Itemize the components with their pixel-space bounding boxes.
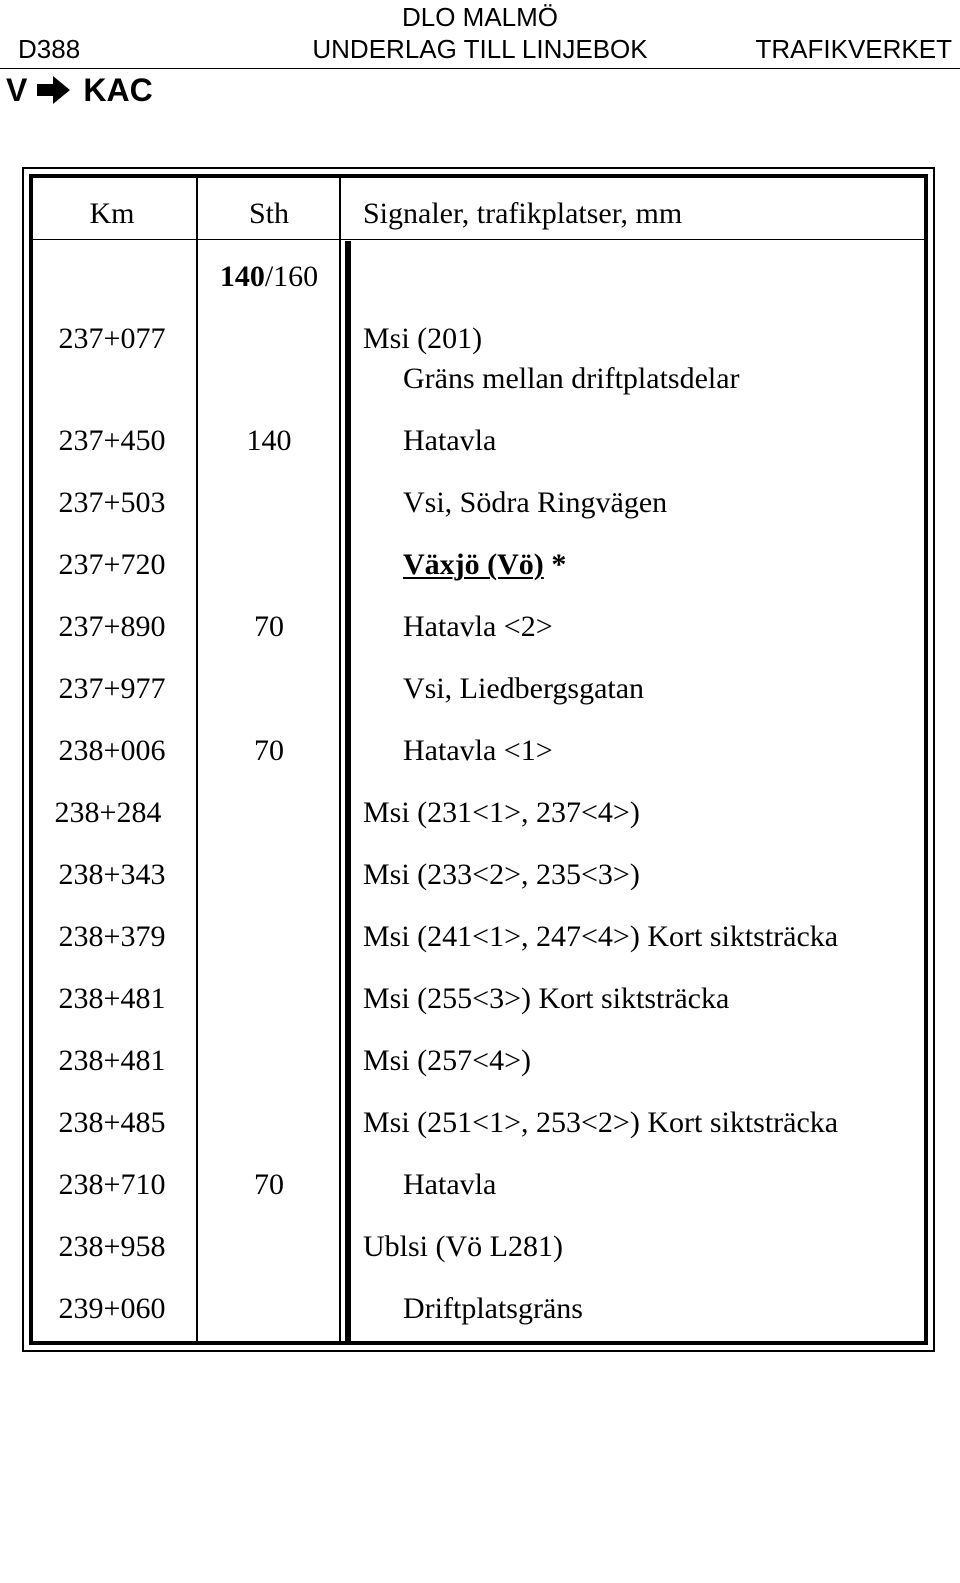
track-bar (345, 241, 351, 1341)
table-row-signal: Driftplatsgräns (403, 1292, 583, 1325)
table-row-signal: Vsi, Liedbergsgatan (403, 672, 645, 705)
table-row-km: 238+284 (54, 796, 162, 829)
table-row-km: 237+890 (58, 610, 166, 643)
table-row-signal: Msi (251<1>, 253<2>) Kort siktsträcka (363, 1106, 839, 1139)
column-divider-sth (339, 178, 341, 1341)
initial-speed-bold: 140 (219, 260, 265, 293)
table-row-km: 237+720 (58, 548, 166, 581)
table-row-km: 238+006 (58, 734, 166, 767)
column-divider-km (196, 178, 198, 1341)
table-row-km: 239+060 (58, 1292, 166, 1325)
header-row-divider (33, 239, 924, 240)
header-agency: TRAFIKVERKET (755, 34, 952, 64)
table-row-sth: 70 (254, 610, 284, 643)
table-row-signal: Msi (257<4>) (363, 1044, 532, 1077)
header-divider (0, 68, 960, 69)
table-row-km: 238+379 (58, 920, 166, 953)
table-row-signal: Msi (233<2>, 235<3>) (363, 858, 640, 891)
table-row-signal: Msi (255<3>) Kort siktsträcka (363, 982, 730, 1015)
table-row-signal: Ublsi (Vö L281) (363, 1230, 563, 1263)
table-row-signal: Vsi, Södra Ringvägen (403, 486, 668, 519)
line-table-inner (29, 174, 928, 1345)
table-row-km: 237+450 (58, 424, 166, 457)
table-row-signal: Hatavla (403, 1168, 497, 1201)
table-row-signal: Hatavla <1> (403, 734, 553, 767)
table-row-signal: Gräns mellan driftplatsdelar (403, 362, 740, 395)
column-header-sth: Sth (248, 197, 290, 230)
table-row-km: 237+977 (58, 672, 166, 705)
table-row-signal: Hatavla <2> (403, 610, 553, 643)
table-row-km: 237+077 (58, 322, 166, 355)
table-row-km: 238+343 (58, 858, 166, 891)
table-row-sth: 70 (254, 1168, 284, 1201)
table-row-signal: Msi (201) (363, 322, 483, 355)
route-heading (6, 70, 153, 110)
route-to: KAC (83, 72, 153, 108)
table-row-km: 238+958 (58, 1230, 166, 1263)
column-header-signals: Signaler, trafikplatser, mm (363, 197, 683, 230)
table-row-sth: 70 (254, 734, 284, 767)
station-marker: * (543, 548, 567, 581)
table-row-sth: 140 (246, 424, 292, 457)
line-table (22, 167, 935, 1352)
initial-speed (199, 262, 339, 292)
station-entry (403, 550, 566, 580)
column-header-km: Km (89, 197, 135, 230)
header-doc-id: D388 (18, 34, 81, 64)
table-row-km: 238+481 (58, 982, 166, 1015)
header-org: DLO MALMÖ (401, 2, 559, 32)
header-title: UNDERLAG TILL LINJEBOK (312, 34, 648, 64)
table-row-km: 237+503 (58, 486, 166, 519)
table-row-signal: Msi (241<1>, 247<4>) Kort siktsträcka (363, 920, 839, 953)
table-row-km: 238+485 (58, 1106, 166, 1139)
table-row-signal: Hatavla (403, 424, 497, 457)
table-row-km: 238+710 (58, 1168, 166, 1201)
initial-speed-rest: /160 (264, 260, 319, 293)
table-row-signal: Msi (231<1>, 237<4>) (363, 796, 640, 829)
route-from: V (6, 72, 28, 108)
station-name: Växjö (Vö) (403, 548, 544, 581)
right-arrow-icon (37, 75, 71, 105)
table-row-km: 238+481 (58, 1044, 166, 1077)
